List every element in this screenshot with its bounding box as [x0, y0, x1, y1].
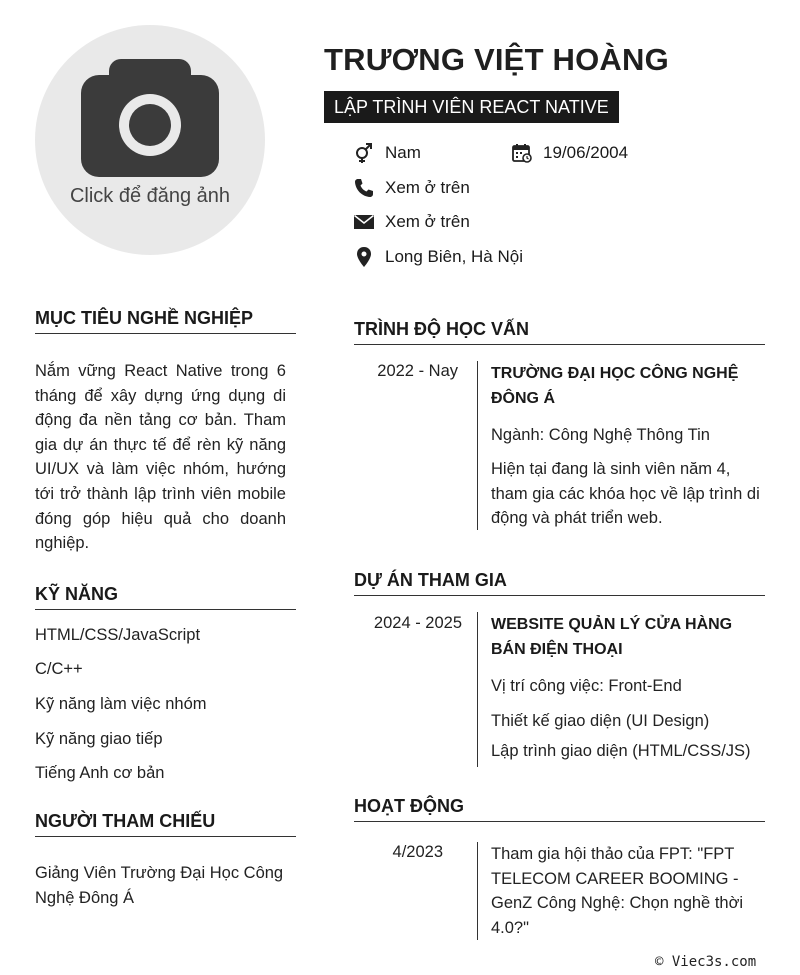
- skills-heading: KỸ NĂNG: [35, 584, 296, 610]
- objective-text: Nắm vững React Native trong 6 tháng để xây dựng ứng dụng di động đa nền tảng cơ bản. Tham gia dự án thực tế để rèn kỹ năng UI/UX và làm việc nhóm, hướng tới trở thành lập trình viên mobile đóng góp hiệu quả cho doanh nghiệp.: [35, 362, 286, 553]
- project-task: Lập trình giao diện (HTML/CSS/JS): [491, 742, 751, 760]
- mail-icon: [354, 212, 374, 232]
- activity-period: 4/2023: [392, 843, 443, 861]
- skill-item: HTML/CSS/JavaScript: [35, 626, 201, 644]
- references-heading: NGƯỜI THAM CHIẾU: [35, 811, 296, 837]
- camera-icon: [81, 59, 219, 177]
- info-birthday: [512, 143, 628, 163]
- email-value: Xem ở trên: [385, 212, 470, 231]
- gender-icon: [354, 143, 374, 163]
- job-title-badge: LẬP TRÌNH VIÊN REACT NATIVE: [324, 91, 619, 123]
- calendar-icon: [512, 143, 532, 163]
- info-address: [354, 247, 523, 267]
- info-email: [354, 212, 470, 232]
- project-divider: [477, 612, 478, 767]
- education-period: 2022 - Nay: [377, 362, 458, 380]
- references-text: Giảng Viên Trường Đại Học Công Nghệ Đông Á: [35, 864, 284, 907]
- birthday-value: 19/06/2004: [543, 143, 629, 162]
- location-icon: [354, 247, 374, 267]
- info-gender: [354, 143, 421, 163]
- education-divider: [477, 361, 478, 530]
- phone-value: Xem ở trên: [385, 178, 470, 197]
- activity-divider: [477, 842, 478, 940]
- avatar-caption: Click để đăng ảnh: [69, 185, 231, 207]
- info-phone: [354, 178, 470, 198]
- project-task: Thiết kế giao diện (UI Design): [491, 712, 710, 730]
- objective-heading: MỤC TIÊU NGHỀ NGHIỆP: [35, 308, 296, 334]
- skill-item: Kỹ năng giao tiếp: [35, 730, 163, 748]
- activities-heading: HOẠT ĐỘNG: [354, 796, 765, 822]
- avatar-upload[interactable]: [35, 25, 265, 255]
- education-major: Ngành: Công Nghệ Thông Tin: [491, 426, 710, 444]
- activity-text: Tham gia hội thảo của FPT: "FPT TELECOM CAREER BOOMING - GenZ Công Nghệ: Chọn nghề thời 4.0?": [491, 845, 744, 937]
- project-name: WEBSITE QUẢN LÝ CỬA HÀNG BÁN ĐIỆN THOẠI: [491, 616, 733, 658]
- address-value: Long Biên, Hà Nội: [385, 247, 523, 266]
- footer-watermark: © Viec3s.com: [655, 954, 757, 970]
- project-role: Vị trí công việc: Front-End: [491, 677, 682, 695]
- skill-item: Kỹ năng làm việc nhóm: [35, 695, 207, 713]
- candidate-name: TRƯƠNG VIỆT HOÀNG: [324, 42, 669, 77]
- education-school: TRƯỜNG ĐẠI HỌC CÔNG NGHỆ ĐÔNG Á: [491, 365, 739, 407]
- skill-item: C/C++: [35, 660, 83, 678]
- phone-icon: [354, 178, 374, 198]
- education-description: Hiện tại đang là sinh viên năm 4, tham gia các khóa học về lập trình di động và phát triển web.: [491, 460, 760, 527]
- skill-item: Tiếng Anh cơ bản: [35, 764, 165, 782]
- gender-value: Nam: [385, 143, 421, 162]
- education-heading: TRÌNH ĐỘ HỌC VẤN: [354, 319, 765, 345]
- project-period: 2024 - 2025: [373, 614, 462, 632]
- projects-heading: DỰ ÁN THAM GIA: [354, 570, 765, 596]
